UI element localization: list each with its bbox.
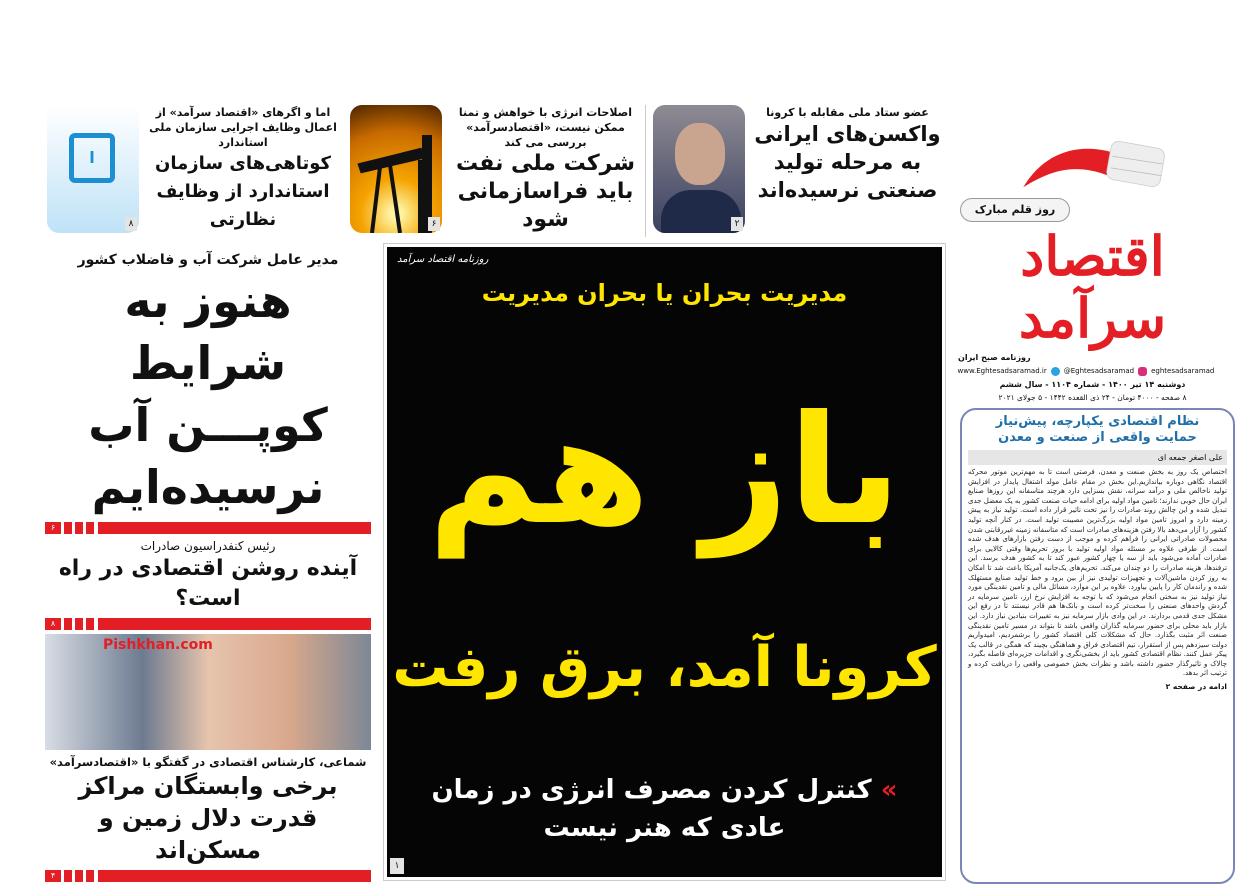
main-kicker: مدیریت بحران یا بحران مدیریت — [481, 279, 848, 307]
teaser-headline: کوتاهی‌های سازمان استاندارد از وظایف نظارتی — [154, 153, 332, 230]
left-column — [45, 250, 371, 882]
story-kicker: مدیر عامل شرکت آب و فاضلاب کشور — [77, 252, 339, 268]
teaser-kicker: عضو ستاد ملی مقابله با کرونا — [766, 106, 929, 119]
face-mask-icon — [993, 133, 1193, 195]
instagram-handle[interactable]: eghtesadsaramad — [1151, 367, 1215, 375]
editorial-author: علی اصغر جمعه ای — [968, 450, 1227, 465]
teaser-vaccines[interactable] — [650, 105, 946, 237]
main-story[interactable] — [383, 243, 946, 881]
page-number: ۴ — [45, 870, 61, 882]
portrait-photo — [653, 105, 745, 233]
logo-wordmark: اقتصاد سرآمد — [1018, 224, 1167, 350]
story-water[interactable] — [45, 250, 371, 518]
oil-pump-photo — [350, 105, 442, 233]
continued-link[interactable]: ادامه در صفحه ۲ — [1165, 682, 1227, 692]
instagram-icon — [1138, 367, 1147, 376]
teaser-oil[interactable] — [348, 105, 646, 237]
website-link[interactable]: www.Eghtesadsaramad.ir — [957, 367, 1047, 375]
main-quote: کنترل کردن مصرف انرژی در زمان عادی که هنر نیست — [431, 774, 872, 843]
page-ribbon — [45, 522, 371, 534]
source-watermark: Pishkhan.com — [103, 637, 213, 653]
paper-watermark: روزنامه اقتصاد سرآمد — [397, 254, 489, 265]
anniversary-badge: روز قلم مبارک — [960, 198, 1070, 222]
page-ribbon — [45, 618, 371, 630]
page-number: ۱ — [390, 858, 404, 874]
page-ribbon — [45, 870, 371, 882]
teaser-headline: شرکت ملی نفت باید فراسازمانی شود — [456, 151, 635, 232]
editorial-body: اختصاص یک روز به بخش صنعت و معدن، فرصتی است تا به مهم‌ترین موتور محرکه اقتصاد نگاهی دوباره بیاندازیم.این بخش در مقام عامل مولد اشتغال پایدار در افزایش تولید ناخالص ملی و درآمد سرانه، نقش بسزایی دارد هرچند متاسفانه این روزها صنایع ایران حال خوبی ندارند؛ تامین مواد اولیه برای ادامه حیات صنعت کشور به یک معضل جدی تبدیل شده و این چالش روند صادرات را نیز تحت تاثیر قرار داده است. تولید نیاز به پیش زمینه دارد و امروز تامین مواد اولیه بزرگ‌ترین مصیبت تولید است. در کنار آنچه تولید کشور را آزار می‌دهد بالا رفتن هزینه‌های صادرات است که متاسفانه زمینه غیررقابتی شدن محصولات صادراتی ایرانی را فراهم کرده و موجب از دست رفتن بازارهای هدف شده است. از طرفی علاوه بر مسئله مواد اولیه تولید با بروز تحریم‌ها وقتی کالایی برای صادرات آماده می‌شود باید از سه یا چهار کشور عبور کند تا به کشور هدف برسد. این ترفندها، هزینه صادرات را دو چندان می‌کند. تحریم‌های یک‌جانبه آمریکا باعث شد تا امکان به روز کردن ماشین‌آلات و تجهیزات تولیدی نیز از بین برود و خط تولید صنایع مستهلک شده و راندمان کار را پایین بیاورد. علاوه بر این موارد، مسائل مالی و تامین نقدینگی مورد نیاز تولید نیز به سختی انجام می‌شود که با توجه به افزایش نرخ ارز، تامین سرمایه در گردش واحدهای صنعتی را سخت‌تر کرده است و بانک‌ها هم قادر نیستند تا در رفع این مشکل جدی قدمی بردارند. در این وادی بازار سرمایه نیز به تغییرات بنیادین نیاز دارد. این بازار باید محلی برای حضور سرمایه گذاران واقعی باشد تا بتواند در مسیر تامین نقدینگی صنعت اثر مثبت بگذارد. حال که مشکلات کلی اقتصاد کشور را برشمردیم، امیدواریم دولت سیزدهم پس از استقرار، تیم اقتصادی فراق و هماهنگی بچیند که همگی در قالب یک پیکر عمل کنند. نظام اقتصادی کشور باید از بخشی‌نگری و اقدامات جزیره‌ای فاصله بگیرد، چالاک و تاثیرگذار حضور داشته باشد و نظرات بخش خصوصی واقعی را دریافت کرده و ترتیب اثر بدهد. — [968, 468, 1227, 678]
teaser-kicker: اصلاحات انرژی با خواهش و تمنا ممکن نیست، «اقتصادسرآمد» بررسی می کند — [458, 106, 633, 149]
standards-logo-image: ا — [47, 105, 139, 233]
info-line: ۸ صفحه - ۴۰۰۰ تومان - ۲۴ ذی القعده ۱۴۴۲ - ۵ جولای ۲۰۲۱ — [998, 393, 1187, 402]
tagline: روزنامه صبح ایران — [958, 353, 1031, 362]
story-kicker: رئیس کنفدراسیون صادرات — [140, 539, 276, 553]
story-headline: آینده روشن اقتصادی در راه است؟ — [58, 556, 358, 611]
page-number: ۸ — [45, 618, 61, 630]
story-headline: هنوز به شرایط کوپـــن آب نرسیده‌ایم — [88, 274, 328, 514]
contact-line — [958, 366, 1228, 376]
main-subhead: کرونا آمد، برق رفت — [392, 635, 937, 701]
teaser-standards[interactable] — [45, 105, 343, 237]
story-headline: برخی وابستگان مراکز قدرت دلال زمین و مسکن‌اند — [78, 772, 338, 864]
teaser-kicker: اما و اگرهای «اقتصاد سرآمد» از اعمال وظایف اجرایی سازمان ملی استاندارد — [149, 106, 337, 149]
page-number: ۲ — [731, 217, 743, 231]
date-line: دوشنبه ۱۴ تیر ۱۴۰۰ - شماره ۱۱۰۴ - سال ششم — [999, 380, 1186, 389]
page-number: ۶ — [428, 217, 440, 231]
pointing-hand-photo — [45, 634, 371, 750]
teaser-headline: واکسن‌های ایرانی به مرحله تولید صنعتی نرسیده‌اند — [754, 122, 941, 202]
telegram-icon — [1051, 367, 1060, 376]
masthead — [950, 55, 1235, 403]
main-headline: باز هم — [428, 383, 901, 558]
page-number: ۸ — [125, 217, 137, 231]
editorial-title: نظام اقتصادی یکپارچه، پیش‌نیاز حمایت واقعی از صنعت و معدن — [995, 414, 1200, 445]
page-number: ۶ — [45, 522, 61, 534]
story-land[interactable] — [45, 754, 371, 866]
story-exports[interactable] — [45, 538, 371, 614]
story-kicker: شماعی، کارشناس اقتصادی در گفتگو با «اقتصادسرآمد» — [49, 755, 367, 769]
telegram-handle[interactable]: @Eghtesadsaramad — [1063, 367, 1135, 375]
editorial-box[interactable] — [960, 408, 1235, 884]
quote-mark: » — [880, 774, 898, 805]
